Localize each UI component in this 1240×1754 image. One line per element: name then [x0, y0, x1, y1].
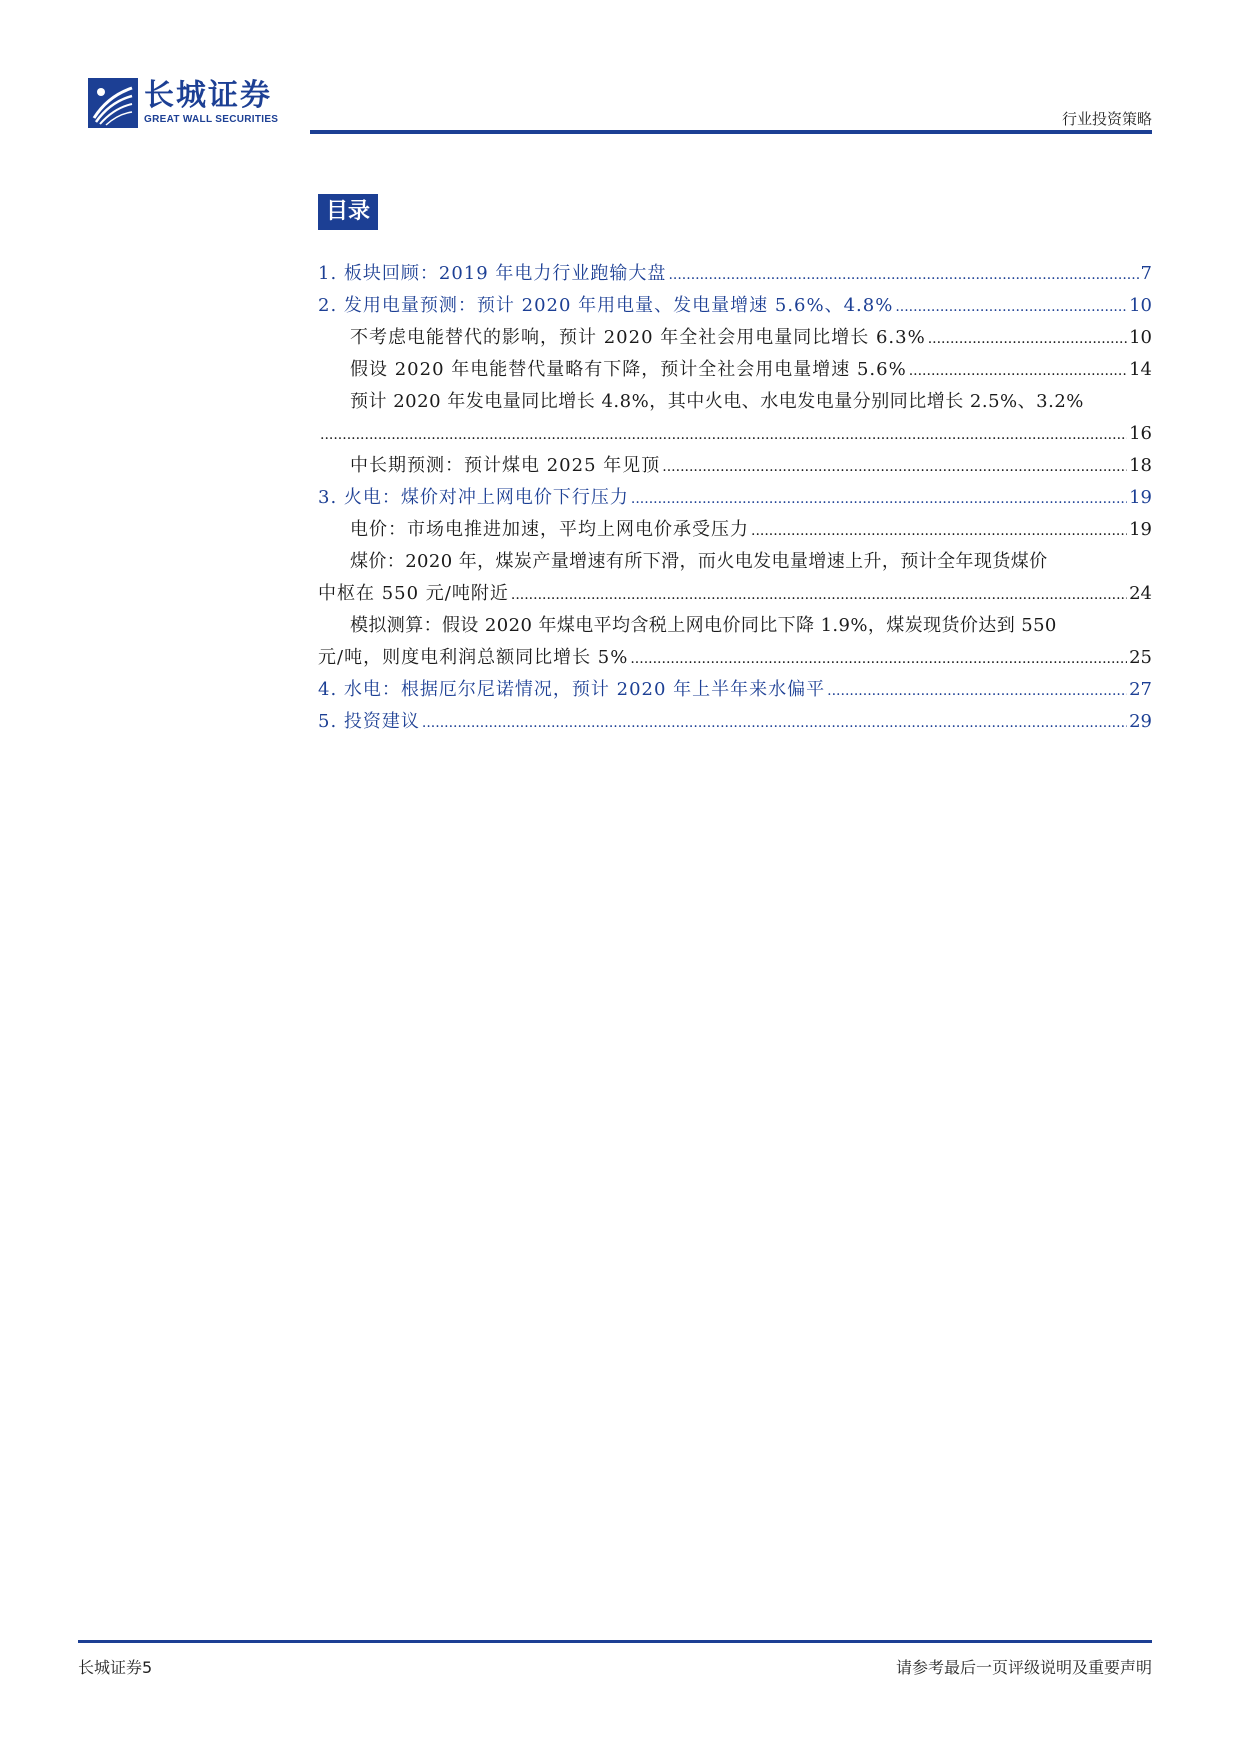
toc-entry-title: 模拟测算：假设 2020 年煤电平均含税上网电价同比下降 1.9%，煤炭现货价达到 550	[350, 615, 1057, 636]
brand-logo	[88, 78, 308, 130]
toc-entry-title-cont: 元/吨，则度电利润总额同比增长 5%	[318, 647, 629, 668]
toc-entry-title: 2. 发用电量预测：预计 2020 年用电量、发电量增速 5.6%、4.8%	[318, 295, 894, 316]
toc-entry-page: 18	[1129, 455, 1152, 476]
toc-entry-title: 1. 板块回顾：2019 年电力行业跑输大盘	[318, 263, 667, 284]
toc-entry[interactable]	[318, 354, 1152, 386]
toc-entry-title: 假设 2020 年电能替代量略有下降，预计全社会用电量增速 5.6%	[350, 359, 907, 380]
toc-entry-page: 27	[1129, 679, 1152, 700]
toc-entry-title: 5. 投资建议	[318, 711, 420, 732]
toc-leader-dots	[668, 259, 1138, 290]
toc-entry[interactable]	[318, 290, 1152, 322]
brand-name-en: GREAT WALL SECURITIES	[144, 114, 279, 125]
toc-entry-title: 4. 水电：根据厄尔尼诺情况，预计 2020 年上半年来水偏平	[318, 679, 826, 700]
toc-entry-page: 25	[1129, 647, 1152, 668]
toc-leader-dots	[631, 483, 1127, 514]
toc-entry-page: 24	[1129, 583, 1152, 604]
toc-entry-continuation[interactable]	[318, 578, 1152, 610]
toc-leader-dots	[422, 707, 1127, 738]
table-of-contents	[318, 258, 1152, 738]
toc-entry-page: 19	[1129, 487, 1152, 508]
toc-entry-title: 煤价：2020 年，煤炭产量增速有所下滑，而火电发电量增速上升，预计全年现货煤价	[350, 551, 1048, 572]
footer-brand-page: 长城证券5	[78, 1658, 153, 1677]
page-header	[0, 0, 1240, 140]
toc-entry-page: 29	[1129, 711, 1152, 732]
toc-leader-dots	[630, 643, 1127, 674]
toc-entry[interactable]	[318, 450, 1152, 482]
toc-leader-dots	[662, 451, 1127, 482]
toc-entry[interactable]	[318, 706, 1152, 738]
toc-entry[interactable]	[318, 674, 1152, 706]
toc-entry-title: 3. 火电：煤价对冲上网电价下行压力	[318, 487, 629, 508]
toc-entry-page: 19	[1129, 519, 1152, 540]
toc-entry-page: 16	[1129, 423, 1152, 444]
toc-entry-page: 14	[1129, 359, 1152, 380]
toc-leader-dots	[909, 355, 1127, 386]
toc-entry-page: 10	[1129, 327, 1152, 348]
toc-entry-page: 7	[1140, 263, 1152, 284]
toc-entry[interactable]	[318, 322, 1152, 354]
brand-name-cn: 长城证券	[144, 78, 272, 113]
toc-entry-page: 10	[1129, 295, 1152, 316]
toc-leader-dots	[928, 323, 1127, 354]
toc-entry-title: 电价：市场电推进加速，平均上网电价承受压力	[350, 519, 749, 540]
toc-heading: 目录	[318, 194, 378, 230]
toc-entry-title-cont: 中枢在 550 元/吨附近	[318, 583, 509, 604]
toc-entry[interactable]	[318, 482, 1152, 514]
toc-entry[interactable]	[318, 258, 1152, 290]
toc-entry[interactable]	[318, 546, 1152, 578]
toc-entry-title: 中长期预测：预计煤电 2025 年见顶	[350, 455, 661, 476]
toc-entry-title: 不考虑电能替代的影响，预计 2020 年全社会用电量同比增长 6.3%	[350, 327, 926, 348]
toc-leader-dots	[827, 675, 1127, 706]
toc-entry-continuation[interactable]	[318, 642, 1152, 674]
footer-divider	[78, 1640, 1152, 1643]
toc-entry[interactable]	[318, 610, 1152, 642]
great-wall-logo-icon	[88, 78, 138, 128]
header-divider	[310, 130, 1152, 134]
toc-leader-dots	[751, 515, 1127, 546]
toc-entry[interactable]	[318, 514, 1152, 546]
toc-leader-dots	[895, 291, 1127, 322]
toc-leader-dots	[320, 419, 1127, 450]
toc-leader-dots	[511, 579, 1127, 610]
footer-disclaimer: 请参考最后一页评级说明及重要声明	[895, 1658, 1152, 1677]
report-type: 行业投资策略	[1061, 110, 1152, 128]
toc-entry[interactable]	[318, 386, 1152, 418]
toc-entry-title: 预计 2020 年发电量同比增长 4.8%，其中火电、水电发电量分别同比增长 2.5%、3.2%	[350, 391, 1084, 412]
toc-entry-continuation[interactable]	[318, 418, 1152, 450]
